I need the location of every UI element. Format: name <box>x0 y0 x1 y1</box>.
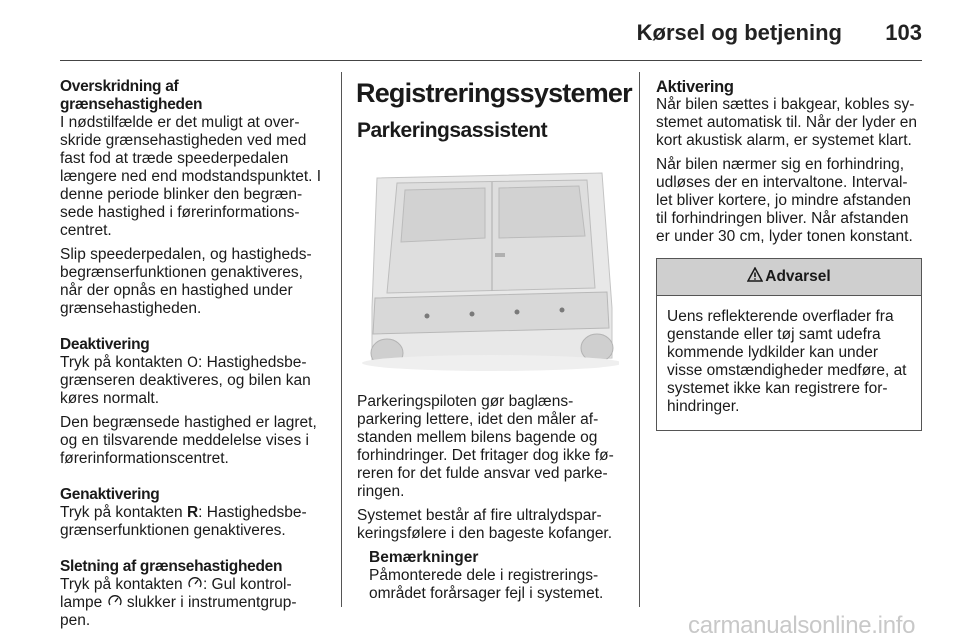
header-rule <box>60 60 922 61</box>
switch-o-icon: O <box>186 355 198 371</box>
warning-header <box>657 259 921 296</box>
section-heading-deactivation: Deaktivering <box>60 336 150 353</box>
paragraph: Tryk på kontakten O: Hastighedsbe-grænseren deaktiveres, og bilen kan køres normalt. <box>60 354 311 407</box>
page-number: 103 <box>885 20 922 45</box>
warning-triangle-icon <box>747 267 763 287</box>
column-divider-right <box>639 72 640 607</box>
van-rear-illustration <box>357 158 619 371</box>
paragraph: Tryk på kontakten : Gul kontrol-lampe slukker i instrumentgrup-pen. <box>60 576 297 629</box>
paragraph: Slip speederpedalen, og hastigheds-begrænserfunktionen genaktiveres, når der opnås en hastighed under grænsehastigheden. <box>60 246 312 317</box>
section-heading-override: Overskridning af grænsehastigheden <box>60 78 203 113</box>
speed-limiter-icon <box>107 594 123 608</box>
note-block <box>369 549 623 603</box>
warning-title: Advarsel <box>765 268 831 285</box>
paragraph: Den begrænsede hastighed er lagret, og en tilsvarende meddelelse vises i førerinformationscentret. <box>60 414 317 467</box>
paragraph: Parkeringspiloten gør baglæns-parkering lettere, idet den måler af-standen mellem bilens bagende og forhindringer. Det fritager dog ikke fø-reren for det fulde ansvar ved parke-ringen. <box>357 393 614 500</box>
switch-r-icon: R <box>186 504 199 521</box>
note-body: Påmonterede dele i registrerings-området forårsager fejl i systemet. <box>369 567 604 602</box>
section-heading-activation: Aktivering <box>656 78 734 96</box>
speed-limiter-icon <box>187 576 203 590</box>
column-left <box>60 78 324 636</box>
page-header <box>0 0 960 62</box>
paragraph: Når bilen sættes i bakgear, kobles sy-stemet automatisk til. Når der lyder en kort akustisk alarm, er systemet klart. <box>656 96 918 149</box>
paragraph: Systemet består af fire ultralydspar-keringsfølere i den bageste kofanger. <box>357 507 613 542</box>
chapter-title: Registreringssystemer <box>356 78 632 108</box>
warning-box <box>656 258 922 431</box>
watermark: carmanualsonline.info <box>688 612 916 639</box>
section-heading-reactivation: Genaktivering <box>60 486 160 503</box>
note-heading: Bemærkninger <box>369 549 479 566</box>
header-title: Kørsel og betjening <box>636 20 842 45</box>
section-heading-delete-limit: Sletning af grænsehastigheden <box>60 558 283 575</box>
column-middle <box>356 78 632 603</box>
paragraph: I nødstilfælde er det muligt at over-skride grænsehastigheden ved med fast fod at træde speederpedalen længere ned end modstandspunktet. I denne periode blinker den begræn-sede hastighed i førerinformations-centret. <box>60 114 322 239</box>
column-divider-left <box>341 72 342 607</box>
paragraph: Tryk på kontakten R: Hastighedsbe-grænserfunktionen genaktiveres. <box>60 504 307 539</box>
paragraph: Når bilen nærmer sig en forhindring, udløses der en intervaltone. Interval-let bliver kortere, jo mindre afstanden til forhindringen bliver. Når afstanden er under 30 cm, lyder tonen konstant. <box>656 156 913 245</box>
warning-body: Uens reflekterende overflader fra genstande eller tøj samt udefra kommende lydkilder kan under visse omstændigheder medføre, at systemet ikke kan registrere for-hindringer. <box>667 308 907 415</box>
section-title: Parkeringsassistent <box>357 119 548 142</box>
column-right <box>656 78 922 431</box>
